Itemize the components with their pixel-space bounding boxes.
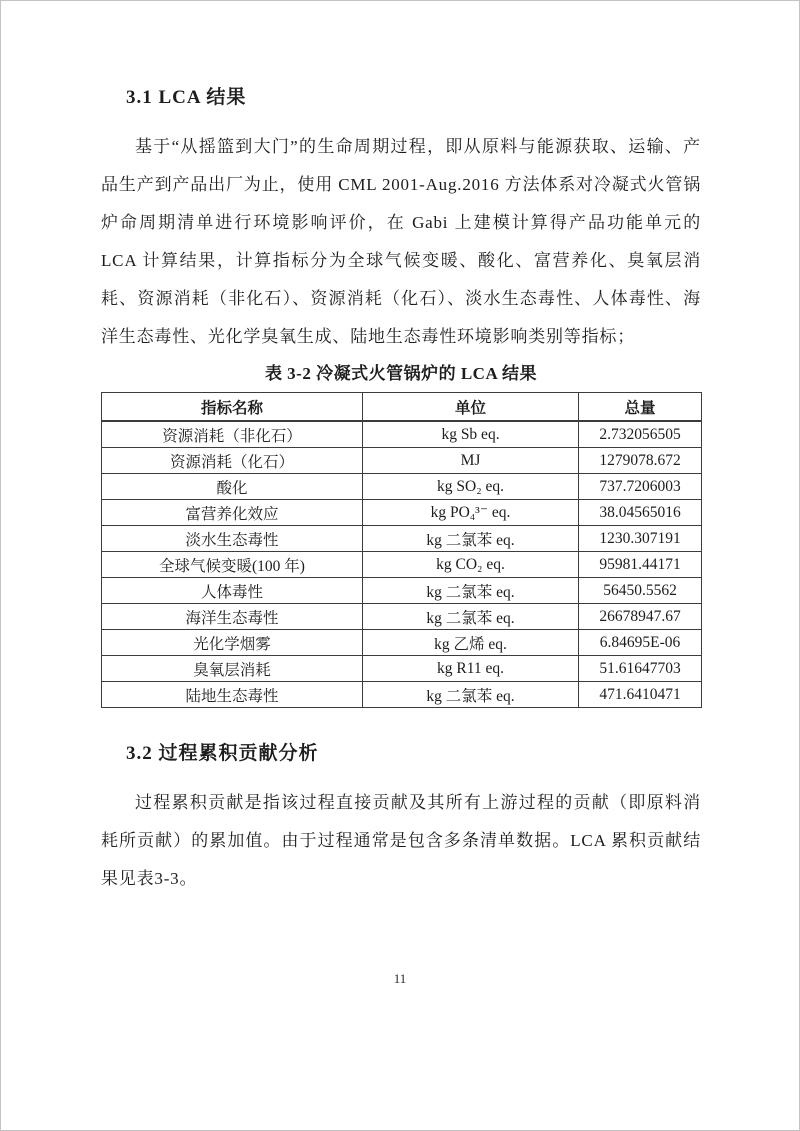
unit-cell: kg 二氯苯 eq. bbox=[363, 526, 579, 552]
lca-results-table bbox=[101, 392, 702, 708]
unit-cell: kg PO₄³⁻ eq. bbox=[363, 500, 579, 526]
indicator-name-cell: 海洋生态毒性 bbox=[102, 604, 363, 630]
indicator-name-cell: 富营养化效应 bbox=[102, 500, 363, 526]
unit-cell: MJ bbox=[363, 448, 579, 474]
total-cell: 1279078.672 bbox=[579, 448, 702, 474]
indicator-name-cell: 淡水生态毒性 bbox=[102, 526, 363, 552]
indicator-name-cell: 臭氧层消耗 bbox=[102, 656, 363, 682]
total-cell: 26678947.67 bbox=[579, 604, 702, 630]
table-row bbox=[102, 656, 702, 682]
total-cell: 95981.44171 bbox=[579, 552, 702, 578]
table-row bbox=[102, 552, 702, 578]
page-number: 11 bbox=[393, 971, 407, 986]
table-row bbox=[102, 421, 702, 448]
total-cell: 38.04565016 bbox=[579, 500, 702, 526]
unit-cell: kg R11 eq. bbox=[363, 656, 579, 682]
table-row bbox=[102, 630, 702, 656]
table-row bbox=[102, 682, 702, 708]
unit-cell: kg 二氯苯 eq. bbox=[363, 578, 579, 604]
total-cell: 51.61647703 bbox=[579, 656, 702, 682]
page-content bbox=[101, 1, 701, 898]
table-header-row bbox=[102, 393, 702, 422]
indicator-name-cell: 全球气候变暖(100 年) bbox=[102, 552, 363, 578]
header-total: 总量 bbox=[579, 393, 702, 422]
unit-cell: kg 二氯苯 eq. bbox=[363, 604, 579, 630]
section-3-1-paragraph: 基于“从摇篮到大门”的生命周期过程，即从原料与能源获取、运输、产品生产到产品出厂为止，使用 CML 2001-Aug.2016 方法体系对冷凝式火管锅炉命周期清单进行环境影响评价，在 Gabi 上建模计算得产品功能单元的 LCA 计算结果，计算指标分为全球气候变暖、酸化、富营养化、臭氧层消耗、资源消耗（非化石）、资源消耗（化石）、淡水生态毒性、人体毒性、海洋生态毒性、光化学臭氧生成、陆地生态毒性环境影响类别等指标； bbox=[101, 137, 701, 346]
unit-cell: kg Sb eq. bbox=[363, 421, 579, 448]
table-row bbox=[102, 474, 702, 500]
unit-cell: kg SO₂ eq. bbox=[363, 474, 579, 500]
unit-cell: kg 乙烯 eq. bbox=[363, 630, 579, 656]
total-cell: 737.7206003 bbox=[579, 474, 702, 500]
total-cell: 56450.5562 bbox=[579, 578, 702, 604]
section-3-2-paragraph: 过程累积贡献是指该过程直接贡献及其所有上游过程的贡献（即原料消耗所贡献）的累加值。由于过程通常是包含多条清单数据。LCA 累积贡献结果见表3-3。 bbox=[101, 793, 701, 888]
total-cell: 2.732056505 bbox=[579, 421, 702, 448]
indicator-name-cell: 酸化 bbox=[102, 474, 363, 500]
table-caption: 表 3-2 冷凝式火管锅炉的 LCA 结果 bbox=[264, 364, 538, 383]
indicator-name-cell: 资源消耗（化石） bbox=[102, 448, 363, 474]
unit-cell: kg CO₂ eq. bbox=[363, 552, 579, 578]
table-row bbox=[102, 500, 702, 526]
total-cell: 6.84695E-06 bbox=[579, 630, 702, 656]
indicator-name-cell: 人体毒性 bbox=[102, 578, 363, 604]
header-indicator-name: 指标名称 bbox=[102, 393, 363, 422]
indicator-name-cell: 光化学烟雾 bbox=[102, 630, 363, 656]
header-unit: 单位 bbox=[363, 393, 579, 422]
total-cell: 1230.307191 bbox=[579, 526, 702, 552]
table-row bbox=[102, 604, 702, 630]
table-row bbox=[102, 448, 702, 474]
table-row bbox=[102, 578, 702, 604]
total-cell: 471.6410471 bbox=[579, 682, 702, 708]
indicator-name-cell: 资源消耗（非化石） bbox=[102, 421, 363, 448]
section-3-2-heading: 3.2 过程累积贡献分析 bbox=[126, 743, 319, 764]
table-row bbox=[102, 526, 702, 552]
section-3-1-heading: 3.1 LCA 结果 bbox=[126, 87, 247, 108]
unit-cell: kg 二氯苯 eq. bbox=[363, 682, 579, 708]
indicator-name-cell: 陆地生态毒性 bbox=[102, 682, 363, 708]
